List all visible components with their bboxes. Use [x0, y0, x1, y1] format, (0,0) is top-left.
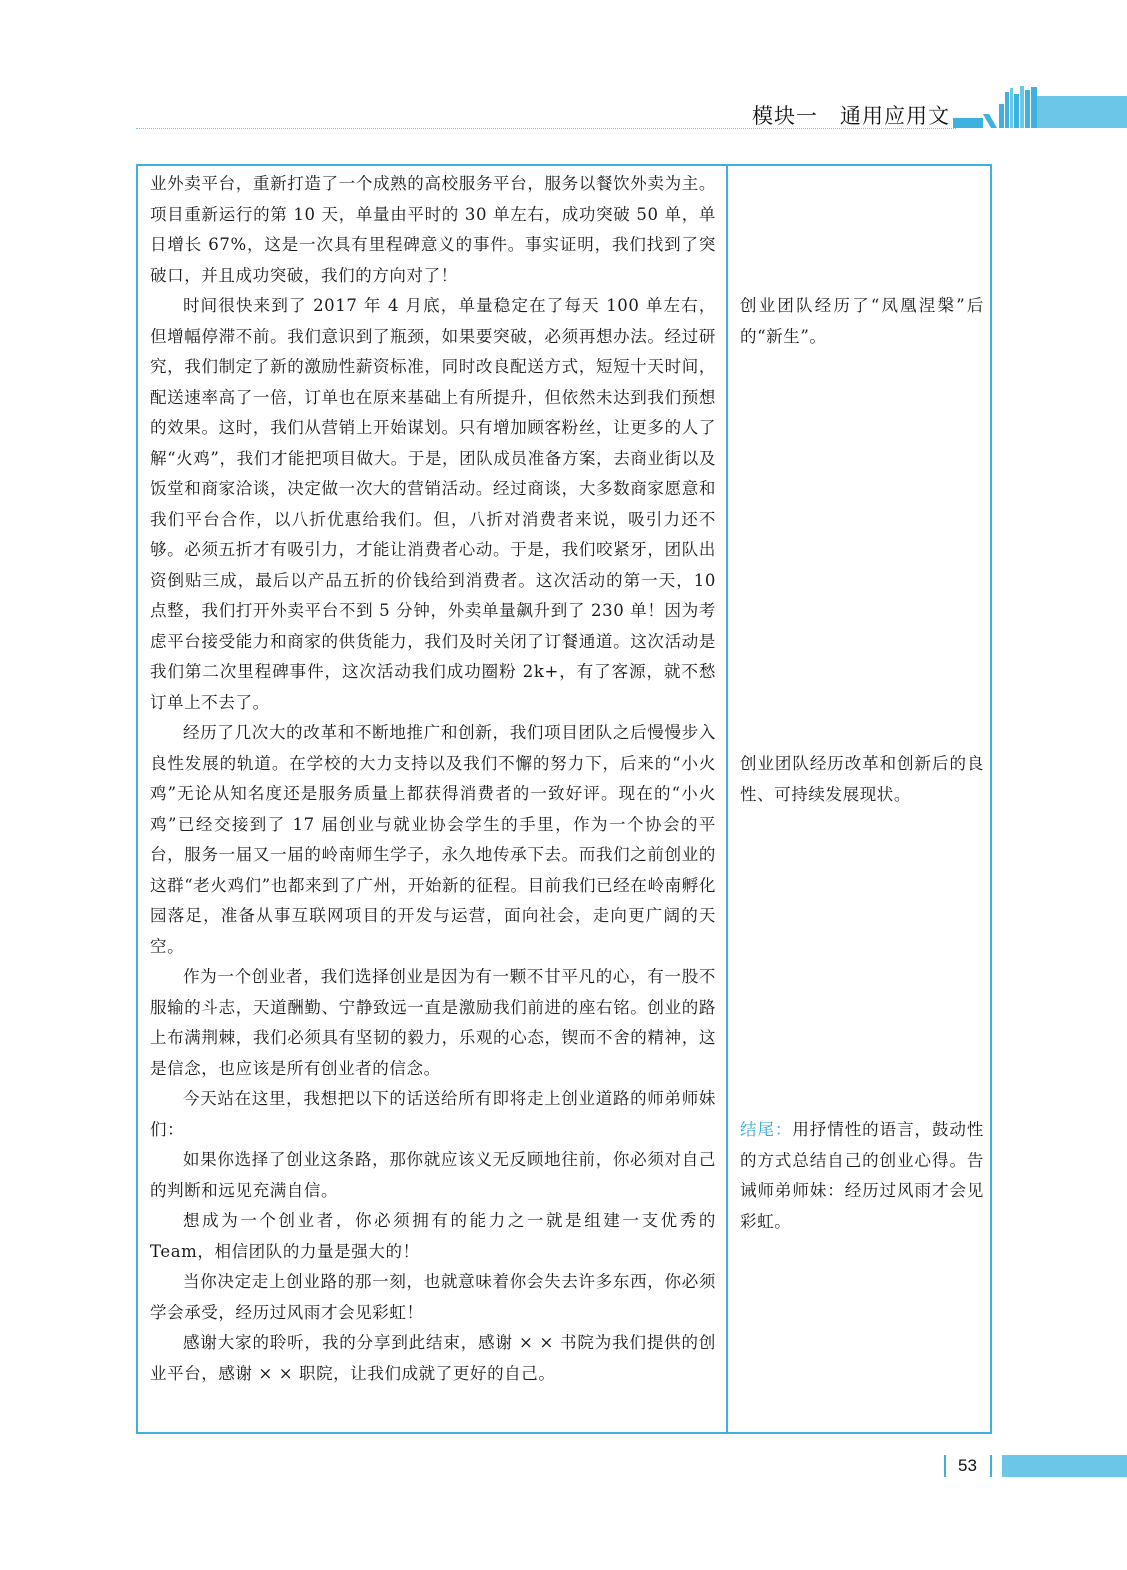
side-note-3 — [740, 1115, 984, 1237]
side-note-2 — [740, 749, 984, 810]
footer-rule-left — [944, 1455, 946, 1477]
side-note-text: 创业团队经历改革和创新后的良性、可持续发展现状。 — [740, 754, 984, 804]
paragraph-6: 如果你选择了创业这条路，那你就应该义无反顾地往前，你必须对自己的判断和远见充满自信。 — [150, 1150, 716, 1200]
content-table — [136, 164, 992, 1434]
paragraph-3: 经历了几次大的改革和不断地推广和创新，我们项目团队之后慢慢步入良性发展的轨道。在学校的大力支持以及我们不懈的努力下，后来的“小火鸡”无论从知名度还是服务质量上都获得消费者的一致好评。现在的“小火鸡”已经交接到了 17 届创业与就业协会学生的手里，作为一个协会的平台，服务一届又一届的岭南师生学子，永久地传承下去。而我们之前创业的这群“老火鸡们”也都来到了广州，开始新的征程。目前我们已经在岭南孵化园落足，准备从事互联网项目的开发与运营，面向社会，走向更广阔的天空。 — [150, 723, 716, 956]
paragraph-2: 时间很快来到了 2017 年 4 月底，单量稳定在了每天 100 单左右，但增幅停滞不前。我们意识到了瓶颈，如果要突破，必须再想办法。经过研究，我们制定了新的激励性薪资标准，同时改良配送方式，短短十天时间，配送速率高了一倍，订单也在原来基础上有所提升，但依然未达到我们预想的效果。这时，我们从营销上开始谋划。只有增加顾客粉丝，让更多的人了解“火鸡”，我们才能把项目做大。于是，团队成员准备方案，去商业街以及饭堂和商家洽谈，决定做一次大的营销活动。经过商谈，大多数商家愿意和我们平台合作，以八折优惠给我们。但，八折对消费者来说，吸引力还不够。必须五折才有吸引力，才能让消费者心动。于是，我们咬紧牙，团队出资倒贴三成，最后以产品五折的价钱给到消费者。这次活动的第一天，10 点整，我们打开外卖平台不到 5 分钟，外卖单量飙升到了 230 单！因为考虑平台接受能力和商家的供货能力，我们及时关闭了订餐通道。这次活动是我们第二次里程碑事件，这次活动我们成功圈粉 2k+，有了客源，就不愁订单上不去了。 — [150, 296, 716, 712]
paragraph-7: 想成为一个创业者，你必须拥有的能力之一就是组建一支优秀的 Team，相信团队的力量是强大的！ — [150, 1211, 716, 1261]
paragraph-9: 感谢大家的聆听，我的分享到此结束，感谢 × × 书院为我们提供的创业平台，感谢 × × 职院，让我们成就了更好的自己。 — [150, 1333, 716, 1383]
column-divider — [726, 166, 728, 1432]
speech-text-column — [150, 169, 716, 1389]
paragraph-8: 当你决定走上创业路的那一刻，也就意味着你会失去许多东西，你必须学会承受，经历过风雨才会见彩虹！ — [150, 1272, 716, 1322]
side-note-1 — [740, 291, 984, 352]
header-dotted-rule — [136, 128, 956, 129]
side-note-text: 用抒情性的语言，鼓动性的方式总结自己的创业心得。告诫师弟师妹：经历过风雨才会见彩虹。 — [740, 1120, 984, 1231]
books-decoration-icon — [953, 86, 1127, 130]
module-title: 模块一 通用应用文 — [752, 104, 950, 128]
footer-color-bar — [1002, 1455, 1127, 1477]
side-note-label: 结尾： — [740, 1120, 793, 1139]
footer-rule-right — [990, 1455, 992, 1477]
paragraph-4: 作为一个创业者，我们选择创业是因为有一颗不甘平凡的心，有一股不服输的斗志，天道酬勤、宁静致远一直是激励我们前进的座右铭。创业的路上布满荆棘，我们必须具有坚韧的毅力，乐观的心态，锲而不舍的精神，这是信念，也应该是所有创业者的信念。 — [150, 967, 716, 1078]
paragraph-1: 业外卖平台，重新打造了一个成熟的高校服务平台，服务以餐饮外卖为主。项目重新运行的第 10 天，单量由平时的 30 单左右，成功突破 50 单，单日增长 67%，这是一次具有里程碑意义的事件。事实证明，我们找到了突破口，并且成功突破，我们的方向对了！ — [150, 174, 716, 285]
side-note-text: 创业团队经历了“凤凰涅槃”后的“新生”。 — [740, 296, 984, 346]
page-number: 53 — [958, 1456, 977, 1475]
paragraph-5: 今天站在这里，我想把以下的话送给所有即将走上创业道路的师弟师妹们： — [150, 1089, 716, 1139]
page-header — [0, 0, 1127, 140]
